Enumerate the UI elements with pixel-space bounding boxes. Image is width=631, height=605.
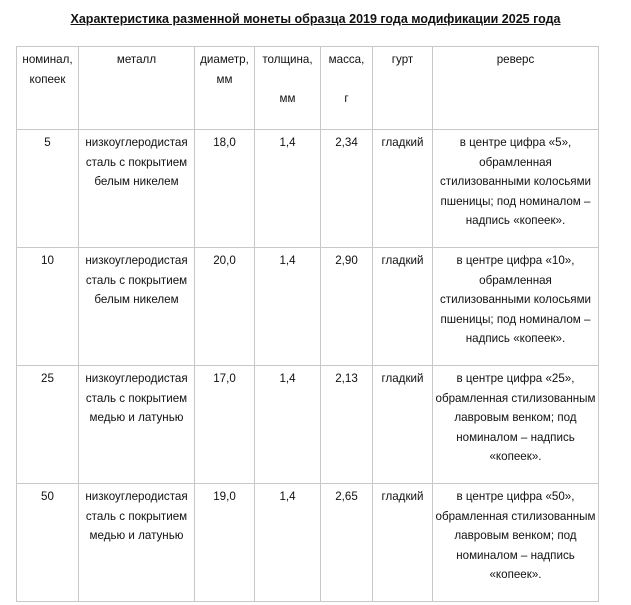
cell-nominal: 50 — [17, 484, 79, 602]
cell-reverse: в центре цифра «25», обрамленная стилизованным лавровым венком; под номиналом – надпись «копеек». — [433, 366, 599, 484]
table-row — [17, 248, 599, 366]
cell-mass: 2,90 — [321, 248, 373, 366]
cell-reverse: в центре цифра «5», обрамленная стилизованными колосьями пшеницы; под номиналом – надпись «копеек». — [433, 130, 599, 248]
cell-metal: низкоуглеродистая сталь с покрытием медью и латунью — [79, 366, 195, 484]
coin-specs-table — [16, 46, 599, 602]
header-edge — [373, 47, 433, 130]
cell-diameter: 20,0 — [195, 248, 255, 366]
cell-nominal: 5 — [17, 130, 79, 248]
cell-edge: гладкий — [373, 366, 433, 484]
cell-thickness: 1,4 — [255, 130, 321, 248]
cell-thickness: 1,4 — [255, 248, 321, 366]
header-nominal-line2: копеек — [29, 72, 66, 86]
cell-edge: гладкий — [373, 130, 433, 248]
header-edge-label: гурт — [391, 53, 414, 66]
cell-reverse: в центре цифра «10», обрамленная стилизованными колосьями пшеницы; под номиналом – надпись «копеек». — [433, 248, 599, 366]
cell-diameter: 19,0 — [195, 484, 255, 602]
header-mass-line1: масса, — [328, 53, 365, 66]
table-row — [17, 366, 599, 484]
cell-thickness: 1,4 — [255, 366, 321, 484]
cell-nominal: 25 — [17, 366, 79, 484]
header-nominal-line1: номинал, — [22, 53, 73, 66]
header-metal-label: металл — [116, 53, 157, 66]
cell-nominal: 10 — [17, 248, 79, 366]
document-title: Характеристика разменной монеты образца 2019 года модификации 2025 года — [70, 12, 561, 26]
cell-diameter: 18,0 — [195, 130, 255, 248]
table-row — [17, 130, 599, 248]
header-thickness-line1: толщина, — [262, 53, 313, 66]
header-diameter — [195, 47, 255, 130]
header-nominal — [17, 47, 79, 130]
cell-edge: гладкий — [373, 484, 433, 602]
cell-edge: гладкий — [373, 248, 433, 366]
table-row — [17, 484, 599, 602]
cell-diameter: 17,0 — [195, 366, 255, 484]
header-diameter-line1: диаметр, — [200, 53, 249, 66]
header-reverse-label: реверс — [496, 53, 535, 66]
header-reverse — [433, 47, 599, 130]
cell-metal: низкоуглеродистая сталь с покрытием белым никелем — [79, 130, 195, 248]
header-thickness — [255, 47, 321, 130]
header-thickness-line2: мм — [279, 91, 296, 105]
cell-metal: низкоуглеродистая сталь с покрытием белым никелем — [79, 248, 195, 366]
table-header-row — [17, 47, 599, 130]
cell-thickness: 1,4 — [255, 484, 321, 602]
cell-metal: низкоуглеродистая сталь с покрытием медью и латунью — [79, 484, 195, 602]
cell-mass: 2,34 — [321, 130, 373, 248]
header-mass-line2: г — [344, 91, 349, 105]
cell-mass: 2,65 — [321, 484, 373, 602]
cell-mass: 2,13 — [321, 366, 373, 484]
header-mass — [321, 47, 373, 130]
header-metal — [79, 47, 195, 130]
header-diameter-line2: мм — [216, 72, 233, 86]
cell-reverse: в центре цифра «50», обрамленная стилизованным лавровым венком; под номиналом – надпись «копеек». — [433, 484, 599, 602]
